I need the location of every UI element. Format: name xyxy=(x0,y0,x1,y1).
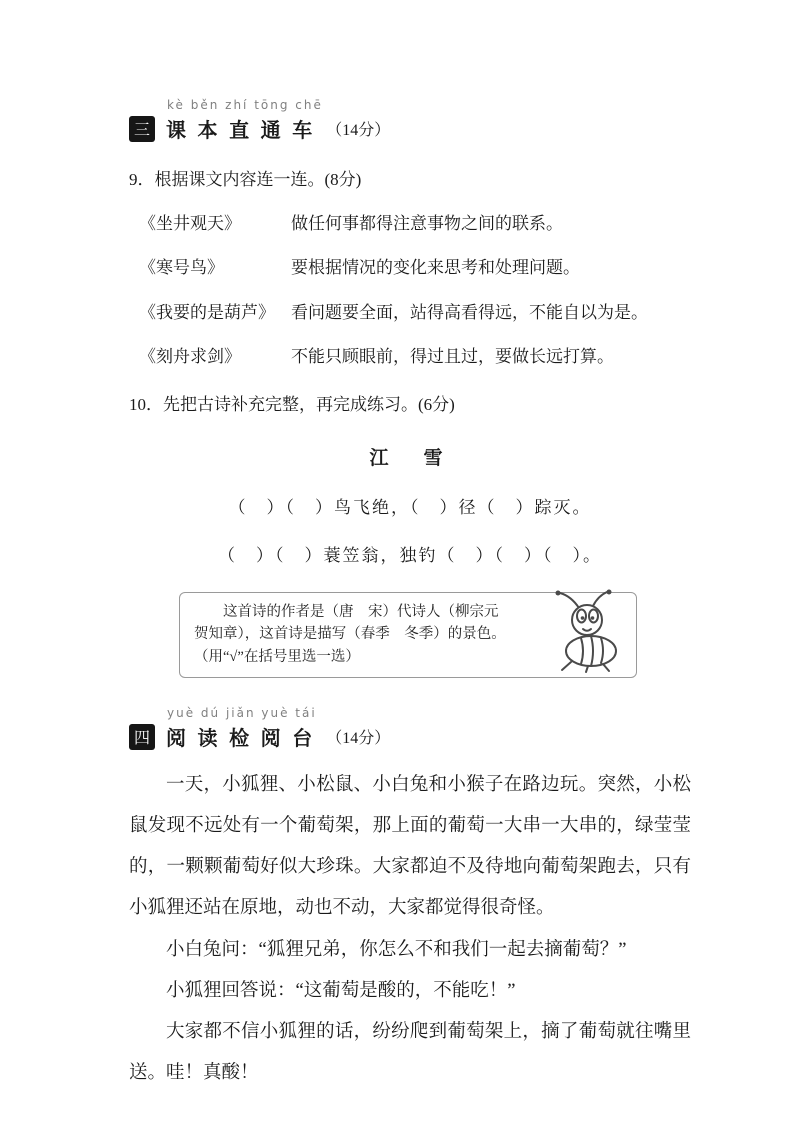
section-3-header xyxy=(129,114,691,143)
content-column xyxy=(129,98,691,1094)
match-right-meaning: 做任何事都得注意事物之间的联系。 xyxy=(291,214,563,233)
section-4 xyxy=(129,706,691,751)
note-line: 这首诗的作者是（唐 宋）代诗人（柳宗元 xyxy=(223,603,499,620)
question-10-label: 10．先把古诗补充完整，再完成练习。(6分) xyxy=(129,394,455,414)
match-left-title: 《刻舟求剑》 xyxy=(139,347,241,367)
match-right-meaning: 看问题要全面，站得高看得远，不能自以为是。 xyxy=(291,302,648,322)
note-line: （用“√”在括号里选一选） xyxy=(194,649,360,666)
section-3-pinyin: kè běn zhí tōng chē xyxy=(167,98,323,112)
section-4-points: （14分） xyxy=(326,730,391,748)
note-line: 贺知章），这首诗是描写（春季 冬季）的景色。 xyxy=(194,626,506,643)
match-row xyxy=(139,258,691,278)
poem-title: 江 雪 xyxy=(369,447,451,469)
passage-paragraph-3: 小狐狸回答说：“这葡萄是酸的，不能吃！” xyxy=(166,980,516,1001)
poem-note-box xyxy=(179,592,637,679)
cricket-icon xyxy=(543,588,633,674)
section-4-header xyxy=(129,722,691,751)
matching-exercise xyxy=(139,214,691,368)
reading-passage xyxy=(129,765,691,1094)
poem-line-1: （ ）（ ）鸟飞绝，（ ）径（ ）踪灭。 xyxy=(228,497,592,517)
passage-paragraph-1: 一天，小狐狸、小松鼠、小白兔和小猴子在路边玩。突然，小松鼠发现不远处有一个葡萄架，那上面的葡萄一大串一大串的，绿莹莹的，一颗颗葡萄好似大珍珠。大家都迫不及待地向葡萄架跑去，只有小狐狸还站在原地，动也不动，大家都觉得很奇怪。 xyxy=(129,775,691,919)
match-row xyxy=(139,303,691,323)
match-left-title: 《我要的是葫芦》 xyxy=(139,302,275,322)
match-right-meaning: 要根据情况的变化来思考和处理问题。 xyxy=(291,258,580,278)
match-left-title: 《坐井观天》 xyxy=(139,214,241,233)
section-3-number-badge: 三 xyxy=(129,116,155,142)
section-4-number-badge: 四 xyxy=(129,724,155,750)
question-9-label: 9．根据课文内容连一连。(8分) xyxy=(129,170,362,189)
section-4-pinyin: yuè dú jiǎn yuè tái xyxy=(167,706,317,721)
passage-paragraph-4: 大家都不信小狐狸的话，纷纷爬到葡萄架上，摘了葡萄就往嘴里送。哇！真酸！ xyxy=(129,1021,691,1083)
match-right-meaning: 不能只顾眼前，得过且过，要做长远打算。 xyxy=(291,347,614,367)
match-row xyxy=(139,347,691,367)
poem-line-2: （ ）（ ）蓑笠翁，独钓（ ）（ ）（ ）。 xyxy=(218,545,602,565)
section-4-title: 阅 读 检 阅 台 xyxy=(166,728,316,751)
passage-paragraph-2: 小白兔问：“狐狸兄弟，你怎么不和我们一起去摘葡萄？” xyxy=(166,939,627,960)
match-left-title: 《寒号鸟》 xyxy=(139,258,224,278)
section-3-title: 课 本 直 通 车 xyxy=(166,120,316,142)
section-3-points: （14分） xyxy=(326,122,391,139)
poem-note-text xyxy=(194,601,546,670)
match-row xyxy=(139,214,691,234)
